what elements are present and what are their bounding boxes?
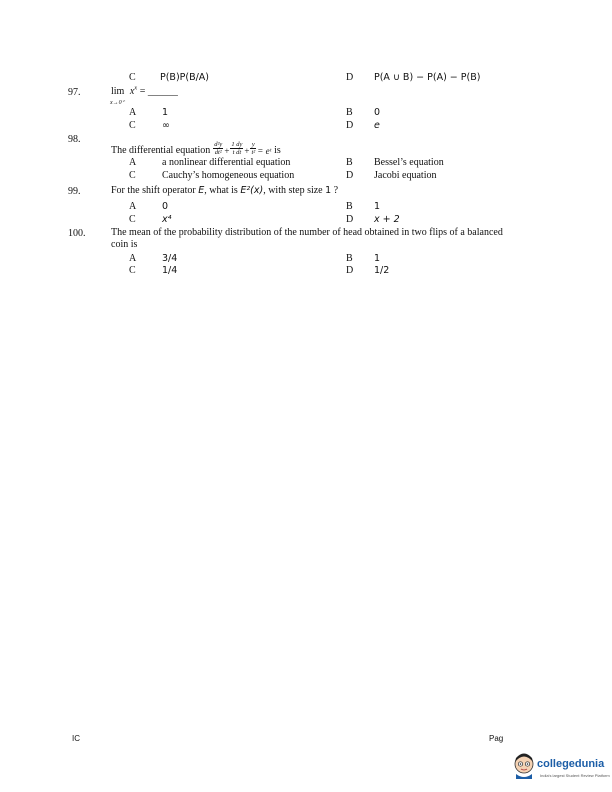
q99-option-c-letter: C — [129, 214, 136, 225]
q99-option-a-letter: A — [129, 201, 137, 212]
q98-stem: The differential equation $\frac{\text{d²y}}{\text{dt²}}$ + $\frac{1 dy}{\text{t dt}}$ + $\frac{y}{\text{t²}}$ = eᵗ is — [111, 141, 281, 156]
q97-option-a-text: 1 — [162, 107, 169, 118]
q99-option-a-text: 0 — [162, 201, 169, 212]
q96-option-d-letter: D — [346, 72, 354, 83]
q98-option-b-letter: B — [346, 157, 353, 168]
q99-option-c-text: x⁴ — [162, 214, 172, 225]
q98-option-a-text: a nonlinear differential equation — [162, 157, 291, 168]
q98-option-a-letter: A — [129, 157, 137, 168]
q99-text-4: ? — [333, 185, 339, 196]
q97-stem — [111, 86, 178, 97]
q97-option-d-text: e — [374, 120, 380, 131]
q99-expr: E²(x) — [240, 185, 264, 196]
q100-option-c-letter: C — [129, 265, 136, 276]
q98-dt2: dt² — [214, 149, 222, 156]
q98-suffix: is — [274, 145, 281, 156]
q99-text-3: , with step size — [263, 185, 323, 196]
q100-option-d-letter: D — [346, 265, 354, 276]
q97-option-c-letter: C — [129, 120, 136, 131]
q97-option-b-text: 0 — [374, 107, 381, 118]
q100-number: 100. — [68, 228, 86, 239]
q98-option-c-letter: C — [129, 170, 136, 181]
q99-text-2: , what is — [204, 185, 238, 196]
q98-option-d-text: Jacobi equation — [374, 170, 437, 181]
q99-option-d-text: x + 2 — [374, 214, 400, 225]
q99-step: 1 — [325, 185, 332, 196]
q98-y: y — [251, 141, 255, 148]
mascot-icon — [510, 750, 538, 780]
q97-expr: x — [129, 86, 135, 97]
q98-frac-y — [250, 141, 256, 156]
collegedunia-logo — [510, 748, 608, 784]
q99-option-b-text: 1 — [374, 201, 381, 212]
q98-d2y: d²y — [214, 141, 223, 148]
q97-number: 97. — [68, 87, 81, 98]
q99-number: 99. — [68, 186, 81, 197]
q97-lim: lim — [111, 86, 125, 97]
q96-option-c-text: P(B)P(B/A) — [160, 72, 210, 83]
footer-page-label: Pag — [489, 734, 504, 743]
q96-option-c-letter: C — [129, 72, 136, 83]
q97-option-a-letter: A — [129, 107, 137, 118]
q98-frac-dy — [230, 141, 243, 156]
q98-frac-d2y — [213, 141, 223, 156]
q100-line-2: coin is — [111, 239, 138, 250]
q97-option-c-text: ∞ — [162, 120, 170, 131]
footer-left-label: IC — [72, 734, 80, 743]
q98-option-c-text: Cauchy’s homogeneous equation — [162, 170, 295, 181]
q100-option-b-text: 1 — [374, 253, 381, 264]
q97-option-d-letter: D — [346, 120, 354, 131]
q100-option-c-text: 1/4 — [162, 265, 178, 276]
q98-1dy: 1 dy — [231, 141, 243, 148]
q98-prefix: The differential equation — [111, 145, 211, 156]
q98-rhs: = eᵗ — [257, 146, 272, 156]
q99-text-1: For the shift operator — [111, 185, 196, 196]
q99-option-d-letter: D — [346, 214, 354, 225]
q100-line-1: The mean of the probability distribution of the number of head obtained in two flips of a balanced — [111, 227, 503, 238]
q96-option-d-text: P(A ∪ B) − P(A) − P(B) — [374, 72, 481, 83]
q99-stem — [111, 185, 338, 196]
q98-option-d-letter: D — [346, 170, 354, 181]
logo-wordmark: collegedunia — [537, 758, 605, 770]
q97-lim-sub: x→0⁺ — [110, 100, 125, 106]
q100-option-b-letter: B — [346, 253, 353, 264]
q99-option-b-letter: B — [346, 201, 353, 212]
q100-option-d-text: 1/2 — [374, 265, 390, 276]
q98-t2: t² — [251, 149, 256, 156]
q99-op: E — [198, 185, 205, 196]
q97-expr-sup: x — [134, 84, 138, 92]
q98-tdt: t dt — [232, 149, 242, 156]
q98-option-b-text: Bessel’s equation — [374, 157, 444, 168]
logo-tagline: India's largest Student Review Platform — [540, 773, 610, 778]
q97-equals: = ______ — [137, 86, 178, 97]
q97-option-b-letter: B — [346, 107, 353, 118]
q98-number: 98. — [68, 134, 81, 145]
q100-option-a-text: 3/4 — [162, 253, 178, 264]
q100-option-a-letter: A — [129, 253, 137, 264]
